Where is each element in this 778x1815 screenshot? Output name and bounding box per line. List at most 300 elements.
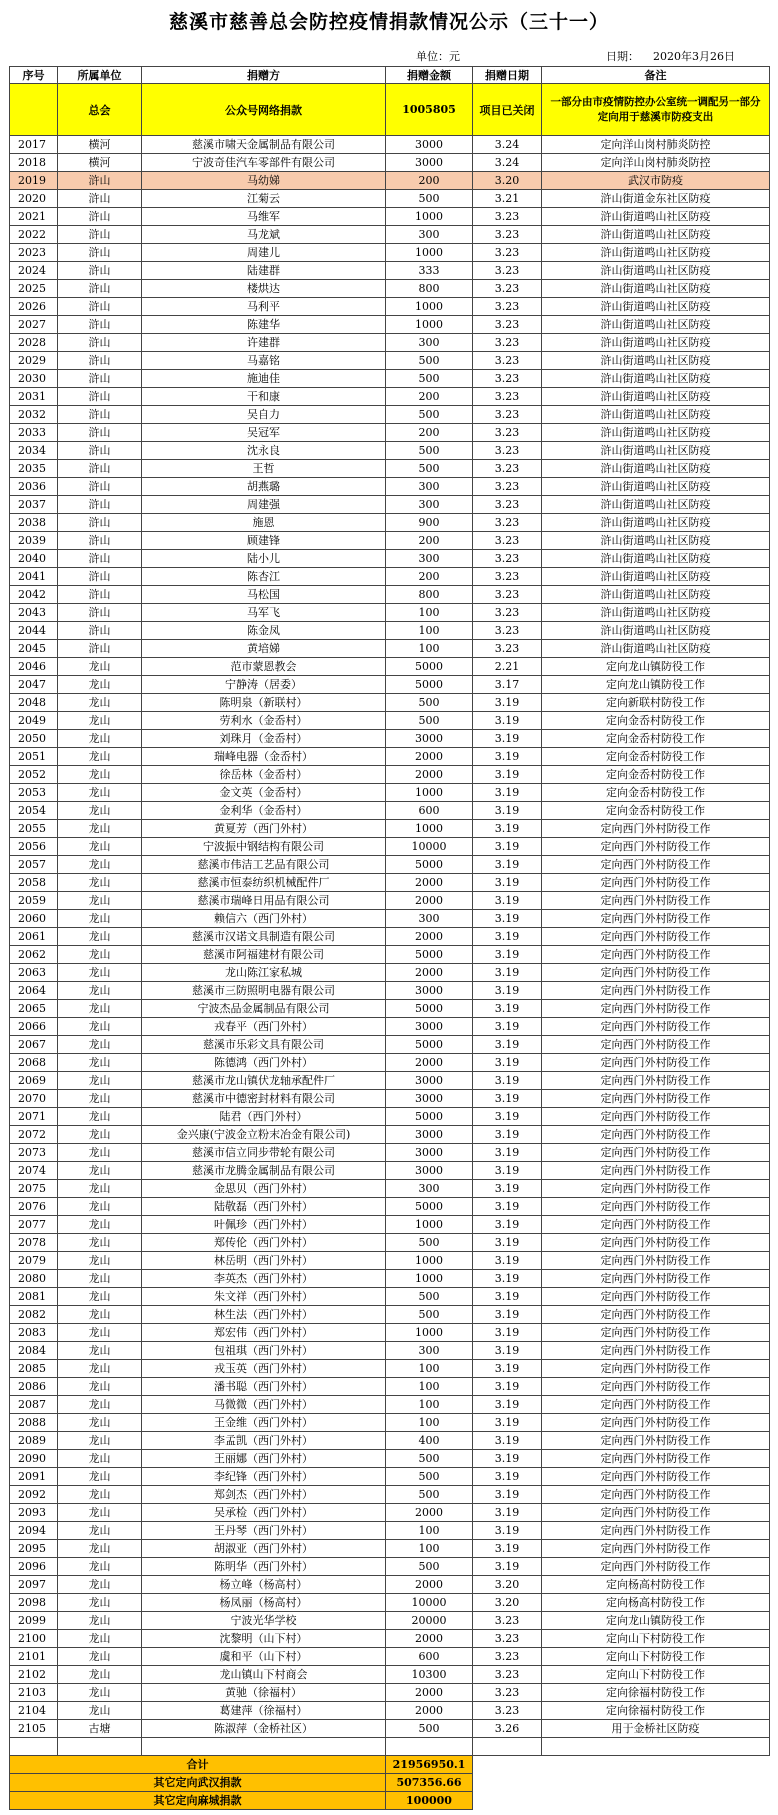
cell-date: 3.19 xyxy=(473,1288,542,1306)
cell-note: 浒山街道鸣山社区防疫 xyxy=(542,496,770,514)
cell-unit: 龙山 xyxy=(58,1504,142,1522)
cell-donor: 葛建萍（徐福村） xyxy=(142,1702,386,1720)
cell-unit: 龙山 xyxy=(58,1684,142,1702)
table-row xyxy=(10,1360,770,1378)
cell-amount: 200 xyxy=(386,424,473,442)
cell-unit: 浒山 xyxy=(58,226,142,244)
cell-note: 定向西门外村防役工作 xyxy=(542,1180,770,1198)
cell-note: 浒山街道鸣山社区防疫 xyxy=(542,280,770,298)
cell-index: 2018 xyxy=(10,154,58,172)
cell-date: 3.23 xyxy=(473,226,542,244)
cell-index: 2055 xyxy=(10,820,58,838)
cell-note: 定向西门外村防役工作 xyxy=(542,1540,770,1558)
table-row xyxy=(10,1090,770,1108)
cell-amount: 500 xyxy=(386,694,473,712)
table-row xyxy=(10,1378,770,1396)
pinned-date: 项目已关闭 xyxy=(473,84,542,136)
cell-date: 3.19 xyxy=(473,946,542,964)
cell-amount: 3000 xyxy=(386,1018,473,1036)
cell-amount: 600 xyxy=(386,1648,473,1666)
cell-index: 2034 xyxy=(10,442,58,460)
cell-amount: 100 xyxy=(386,1396,473,1414)
cell-amount: 5000 xyxy=(386,856,473,874)
table-row xyxy=(10,1162,770,1180)
cell-unit: 浒山 xyxy=(58,640,142,658)
cell-amount: 300 xyxy=(386,226,473,244)
table-row xyxy=(10,1018,770,1036)
cell-unit: 龙山 xyxy=(58,1540,142,1558)
cell-date: 3.23 xyxy=(473,1684,542,1702)
table-row xyxy=(10,1468,770,1486)
cell-amount: 2000 xyxy=(386,874,473,892)
cell-note: 定向西门外村防役工作 xyxy=(542,1522,770,1540)
summary-value: 100000 xyxy=(386,1792,473,1810)
cell-index: 2096 xyxy=(10,1558,58,1576)
pinned-donor: 公众号网络捐款 xyxy=(142,84,386,136)
cell-date: 3.19 xyxy=(473,1252,542,1270)
cell-index: 2072 xyxy=(10,1126,58,1144)
cell-amount: 1000 xyxy=(386,316,473,334)
cell-amount: 3000 xyxy=(386,982,473,1000)
cell-donor: 施恩 xyxy=(142,514,386,532)
cell-index: 2062 xyxy=(10,946,58,964)
cell-date: 3.19 xyxy=(473,1144,542,1162)
cell-unit: 浒山 xyxy=(58,406,142,424)
cell-amount: 900 xyxy=(386,514,473,532)
cell-unit: 浒山 xyxy=(58,622,142,640)
cell-amount: 1000 xyxy=(386,1252,473,1270)
cell-index: 2043 xyxy=(10,604,58,622)
cell-unit: 浒山 xyxy=(58,424,142,442)
table-row xyxy=(10,802,770,820)
cell-donor: 沈永良 xyxy=(142,442,386,460)
cell-amount: 300 xyxy=(386,910,473,928)
cell-amount: 10300 xyxy=(386,1666,473,1684)
cell-unit: 龙山 xyxy=(58,1234,142,1252)
cell-unit: 浒山 xyxy=(58,316,142,334)
cell-date: 3.19 xyxy=(473,1360,542,1378)
cell-index: 2070 xyxy=(10,1090,58,1108)
cell-date: 3.19 xyxy=(473,1324,542,1342)
cell-note: 定向山下村防役工作 xyxy=(542,1648,770,1666)
table-row xyxy=(10,1594,770,1612)
cell-note: 定向龙山镇防役工作 xyxy=(542,658,770,676)
cell-donor: 马幼娣 xyxy=(142,172,386,190)
cell-unit: 龙山 xyxy=(58,748,142,766)
cell-date: 3.19 xyxy=(473,1036,542,1054)
date-info xyxy=(606,48,735,64)
cell-amount: 500 xyxy=(386,460,473,478)
table-row xyxy=(10,406,770,424)
cell-unit: 浒山 xyxy=(58,460,142,478)
cell-donor: 马松国 xyxy=(142,586,386,604)
cell-index: 2094 xyxy=(10,1522,58,1540)
cell-date: 3.19 xyxy=(473,1072,542,1090)
cell-amount: 5000 xyxy=(386,658,473,676)
cell-index: 2044 xyxy=(10,622,58,640)
cell-donor: 施迪佳 xyxy=(142,370,386,388)
cell-note: 定向西门外村防役工作 xyxy=(542,1234,770,1252)
table-row xyxy=(10,1630,770,1648)
cell-date: 3.23 xyxy=(473,424,542,442)
cell-donor: 赖信六（西门外村） xyxy=(142,910,386,928)
cell-index: 2069 xyxy=(10,1072,58,1090)
cell-note: 浒山街道鸣山社区防疫 xyxy=(542,298,770,316)
cell-donor: 黄驰（徐福村） xyxy=(142,1684,386,1702)
cell-amount: 500 xyxy=(386,190,473,208)
table-row xyxy=(10,442,770,460)
cell-note: 浒山街道鸣山社区防疫 xyxy=(542,550,770,568)
cell-index: 2088 xyxy=(10,1414,58,1432)
cell-index: 2098 xyxy=(10,1594,58,1612)
table-row xyxy=(10,748,770,766)
cell-donor: 陆敬磊（西门外村） xyxy=(142,1198,386,1216)
table-row xyxy=(10,1486,770,1504)
cell-amount: 200 xyxy=(386,388,473,406)
cell-unit: 龙山 xyxy=(58,784,142,802)
report-date: 2020年3月26日 xyxy=(653,50,735,63)
cell-unit: 龙山 xyxy=(58,1648,142,1666)
cell-date: 3.19 xyxy=(473,1108,542,1126)
cell-donor: 慈溪市瑞峰日用品有限公司 xyxy=(142,892,386,910)
cell-note: 定向西门外村防役工作 xyxy=(542,1198,770,1216)
cell-unit: 浒山 xyxy=(58,442,142,460)
cell-donor: 王金维（西门外村） xyxy=(142,1414,386,1432)
cell-date: 3.19 xyxy=(473,694,542,712)
table-row xyxy=(10,1036,770,1054)
cell-note: 定向金岙村防役工作 xyxy=(542,802,770,820)
cell-date: 3.24 xyxy=(473,154,542,172)
cell-donor: 戎玉英（西门外村） xyxy=(142,1360,386,1378)
cell-index: 2060 xyxy=(10,910,58,928)
table-row xyxy=(10,1198,770,1216)
cell-index: 2066 xyxy=(10,1018,58,1036)
donation-table xyxy=(9,66,770,1810)
cell-donor: 陈明华（西门外村） xyxy=(142,1558,386,1576)
cell-index: 2040 xyxy=(10,550,58,568)
cell-date: 3.23 xyxy=(473,1630,542,1648)
cell-unit: 龙山 xyxy=(58,1630,142,1648)
cell-donor: 陆建群 xyxy=(142,262,386,280)
cell-amount: 100 xyxy=(386,640,473,658)
cell-unit: 龙山 xyxy=(58,1000,142,1018)
table-row xyxy=(10,1054,770,1072)
summary-empty xyxy=(473,1756,542,1774)
cell-amount: 5000 xyxy=(386,1036,473,1054)
cell-amount: 10000 xyxy=(386,1594,473,1612)
cell-date: 3.19 xyxy=(473,1054,542,1072)
table-row xyxy=(10,1252,770,1270)
cell-amount: 100 xyxy=(386,1360,473,1378)
cell-note: 浒山街道鸣山社区防疫 xyxy=(542,352,770,370)
table-row xyxy=(10,496,770,514)
cell-date: 3.23 xyxy=(473,478,542,496)
cell-note: 定向西门外村防役工作 xyxy=(542,1378,770,1396)
cell-index: 2039 xyxy=(10,532,58,550)
cell-note: 定向杨高村防役工作 xyxy=(542,1594,770,1612)
cell-note: 浒山街道鸣山社区防疫 xyxy=(542,622,770,640)
cell-index: 2104 xyxy=(10,1702,58,1720)
cell-donor: 沈黎明（山下村） xyxy=(142,1630,386,1648)
cell-note: 浒山街道鸣山社区防疫 xyxy=(542,388,770,406)
table-row xyxy=(10,1180,770,1198)
cell-amount: 5000 xyxy=(386,1000,473,1018)
table-row xyxy=(10,244,770,262)
cell-donor: 劳利水（金岙村） xyxy=(142,712,386,730)
cell-index: 2017 xyxy=(10,136,58,154)
cell-index: 2029 xyxy=(10,352,58,370)
cell-note: 定向西门外村防役工作 xyxy=(542,1090,770,1108)
table-row xyxy=(10,1702,770,1720)
cell-date: 3.19 xyxy=(473,820,542,838)
cell-donor: 黄夏芳（西门外村） xyxy=(142,820,386,838)
cell-unit: 龙山 xyxy=(58,766,142,784)
table-row xyxy=(10,478,770,496)
cell-index: 2021 xyxy=(10,208,58,226)
cell-date: 3.19 xyxy=(473,1306,542,1324)
cell-donor: 李孟凯（西门外村） xyxy=(142,1432,386,1450)
cell-amount: 2000 xyxy=(386,1630,473,1648)
cell-date: 2.21 xyxy=(473,658,542,676)
cell-amount: 300 xyxy=(386,496,473,514)
table-row xyxy=(10,928,770,946)
cell-date: 3.20 xyxy=(473,172,542,190)
cell-amount: 1000 xyxy=(386,1270,473,1288)
cell-amount: 2000 xyxy=(386,1054,473,1072)
summary-label: 其它定向武汉捐款 xyxy=(10,1774,386,1792)
cell-unit: 龙山 xyxy=(58,1432,142,1450)
cell-date: 3.19 xyxy=(473,1504,542,1522)
cell-unit: 龙山 xyxy=(58,1414,142,1432)
table-row xyxy=(10,730,770,748)
cell-date: 3.23 xyxy=(473,280,542,298)
cell-donor: 慈溪市啸天金属制品有限公司 xyxy=(142,136,386,154)
cell-index: 2077 xyxy=(10,1216,58,1234)
cell-donor: 李纪锋（西门外村） xyxy=(142,1468,386,1486)
cell-index: 2033 xyxy=(10,424,58,442)
cell-unit: 龙山 xyxy=(58,946,142,964)
summary-label: 合计 xyxy=(10,1756,386,1774)
table-row xyxy=(10,856,770,874)
cell-donor: 李英杰（西门外村） xyxy=(142,1270,386,1288)
cell-index: 2030 xyxy=(10,370,58,388)
cell-unit: 龙山 xyxy=(58,1486,142,1504)
cell-date: 3.23 xyxy=(473,262,542,280)
cell-note: 定向金岙村防役工作 xyxy=(542,766,770,784)
cell-date: 3.19 xyxy=(473,1342,542,1360)
cell-donor: 郑剑杰（西门外村） xyxy=(142,1486,386,1504)
cell-donor: 宁波光华学校 xyxy=(142,1612,386,1630)
cell-date: 3.24 xyxy=(473,136,542,154)
cell-donor: 刘珠月（金岙村） xyxy=(142,730,386,748)
cell-index: 2028 xyxy=(10,334,58,352)
cell-unit: 龙山 xyxy=(58,1054,142,1072)
cell-unit: 龙山 xyxy=(58,1252,142,1270)
cell-unit: 浒山 xyxy=(58,532,142,550)
cell-note: 浒山街道鸣山社区防疫 xyxy=(542,316,770,334)
cell-index: 2064 xyxy=(10,982,58,1000)
cell-donor: 金文英（金岙村） xyxy=(142,784,386,802)
cell-note: 定向新联村防役工作 xyxy=(542,694,770,712)
summary-row xyxy=(10,1774,770,1792)
cell-date: 3.23 xyxy=(473,442,542,460)
cell-date: 3.19 xyxy=(473,1198,542,1216)
cell-amount: 100 xyxy=(386,1378,473,1396)
cell-amount: 5000 xyxy=(386,676,473,694)
cell-date: 3.23 xyxy=(473,568,542,586)
cell-index: 2099 xyxy=(10,1612,58,1630)
cell-index: 2020 xyxy=(10,190,58,208)
cell-amount: 800 xyxy=(386,586,473,604)
cell-donor: 王丹琴（西门外村） xyxy=(142,1522,386,1540)
cell-amount: 500 xyxy=(386,1450,473,1468)
cell-unit: 横河 xyxy=(58,154,142,172)
cell-donor: 杨立峰（杨高村） xyxy=(142,1576,386,1594)
cell-index: 2081 xyxy=(10,1288,58,1306)
summary-empty xyxy=(473,1792,542,1810)
table-row xyxy=(10,1126,770,1144)
table-row xyxy=(10,550,770,568)
cell-unit: 浒山 xyxy=(58,298,142,316)
cell-amount: 3000 xyxy=(386,1072,473,1090)
cell-unit: 龙山 xyxy=(58,730,142,748)
summary-value: 21956950.1 xyxy=(386,1756,473,1774)
cell-note: 定向西门外村防役工作 xyxy=(542,1486,770,1504)
header-amount: 捐赠金额 xyxy=(386,67,473,84)
cell-note: 定向西门外村防役工作 xyxy=(542,1396,770,1414)
table-row xyxy=(10,298,770,316)
cell-unit: 浒山 xyxy=(58,550,142,568)
cell-date: 3.19 xyxy=(473,982,542,1000)
cell-date: 3.19 xyxy=(473,964,542,982)
cell-date: 3.19 xyxy=(473,1018,542,1036)
cell-note: 定向西门外村防役工作 xyxy=(542,982,770,1000)
table-row xyxy=(10,1558,770,1576)
cell-amount: 1000 xyxy=(386,208,473,226)
summary-empty xyxy=(542,1792,770,1810)
cell-note: 浒山街道鸣山社区防疫 xyxy=(542,532,770,550)
cell-donor: 包祖琪（西门外村） xyxy=(142,1342,386,1360)
cell-amount: 800 xyxy=(386,280,473,298)
cell-donor: 郑传伦（西门外村） xyxy=(142,1234,386,1252)
cell-amount: 3000 xyxy=(386,1144,473,1162)
table-row xyxy=(10,1288,770,1306)
cell-date: 3.23 xyxy=(473,1702,542,1720)
cell-donor: 胡燕璐 xyxy=(142,478,386,496)
cell-unit: 龙山 xyxy=(58,1126,142,1144)
cell-note: 浒山街道鸣山社区防疫 xyxy=(542,604,770,622)
table-row xyxy=(10,676,770,694)
cell-amount: 5000 xyxy=(386,1198,473,1216)
cell-amount: 300 xyxy=(386,478,473,496)
cell-note: 定向西门外村防役工作 xyxy=(542,1342,770,1360)
cell-note: 定向徐福村防役工作 xyxy=(542,1684,770,1702)
cell-index: 2092 xyxy=(10,1486,58,1504)
cell-index: 2048 xyxy=(10,694,58,712)
cell-donor: 陈德鸿（西门外村） xyxy=(142,1054,386,1072)
cell-donor: 龙山陈江家私城 xyxy=(142,964,386,982)
cell-date: 3.23 xyxy=(473,604,542,622)
cell-date: 3.23 xyxy=(473,298,542,316)
cell-unit: 浒山 xyxy=(58,388,142,406)
cell-date: 3.23 xyxy=(473,244,542,262)
cell-note: 定向西门外村防役工作 xyxy=(542,1126,770,1144)
header-unit: 所属单位 xyxy=(58,67,142,84)
cell-donor: 慈溪市伟洁工艺品有限公司 xyxy=(142,856,386,874)
cell-donor: 陈淑萍（金桥社区） xyxy=(142,1720,386,1738)
cell-donor: 吴自力 xyxy=(142,406,386,424)
cell-amount: 300 xyxy=(386,1342,473,1360)
cell-unit: 龙山 xyxy=(58,1378,142,1396)
unit-label: 单位：元 xyxy=(416,50,460,63)
cell-amount: 300 xyxy=(386,334,473,352)
summary-value: 507356.66 xyxy=(386,1774,473,1792)
cell-amount: 500 xyxy=(386,1558,473,1576)
cell-note: 定向西门外村防役工作 xyxy=(542,964,770,982)
cell-date: 3.19 xyxy=(473,1180,542,1198)
cell-unit: 浒山 xyxy=(58,514,142,532)
cell-unit: 龙山 xyxy=(58,1342,142,1360)
cell-note: 定向西门外村防役工作 xyxy=(542,1360,770,1378)
summary-empty xyxy=(542,1774,770,1792)
cell-index: 2100 xyxy=(10,1630,58,1648)
header-note: 备注 xyxy=(542,67,770,84)
cell-note: 定向西门外村防役工作 xyxy=(542,1558,770,1576)
cell-donor: 郑宏伟（西门外村） xyxy=(142,1324,386,1342)
cell-note: 定向西门外村防役工作 xyxy=(542,1072,770,1090)
cell-note: 浒山街道鸣山社区防疫 xyxy=(542,208,770,226)
cell-note: 定向西门外村防役工作 xyxy=(542,1306,770,1324)
cell-note: 浒山街道金东社区防疫 xyxy=(542,190,770,208)
cell-index: 2090 xyxy=(10,1450,58,1468)
summary-empty xyxy=(542,1756,770,1774)
cell-index: 2057 xyxy=(10,856,58,874)
cell-index: 2089 xyxy=(10,1432,58,1450)
table-row xyxy=(10,1414,770,1432)
cell-note: 浒山街道鸣山社区防疫 xyxy=(542,640,770,658)
cell-donor: 宁静涛（居委） xyxy=(142,676,386,694)
cell-donor: 马嘉铭 xyxy=(142,352,386,370)
cell-donor: 黄培娣 xyxy=(142,640,386,658)
cell-donor: 虞和平（山下村） xyxy=(142,1648,386,1666)
table-row xyxy=(10,586,770,604)
cell-note: 武汉市防疫 xyxy=(542,172,770,190)
cell-unit: 浒山 xyxy=(58,280,142,298)
table-row xyxy=(10,1540,770,1558)
table-header-row xyxy=(10,67,770,84)
table-row xyxy=(10,820,770,838)
cell-date: 3.19 xyxy=(473,784,542,802)
cell-donor: 戎春平（西门外村） xyxy=(142,1018,386,1036)
pinned-row xyxy=(10,84,770,136)
table-row xyxy=(10,154,770,172)
cell-amount: 500 xyxy=(386,406,473,424)
table-row xyxy=(10,532,770,550)
cell-amount: 1000 xyxy=(386,298,473,316)
blank-cell xyxy=(386,1738,473,1756)
cell-unit: 浒山 xyxy=(58,370,142,388)
cell-index: 2063 xyxy=(10,964,58,982)
blank-cell xyxy=(473,1738,542,1756)
cell-date: 3.23 xyxy=(473,496,542,514)
blank-cell xyxy=(142,1738,386,1756)
cell-note: 浒山街道鸣山社区防疫 xyxy=(542,586,770,604)
cell-amount: 500 xyxy=(386,1234,473,1252)
cell-unit: 龙山 xyxy=(58,1612,142,1630)
cell-index: 2073 xyxy=(10,1144,58,1162)
table-row xyxy=(10,1000,770,1018)
cell-donor: 干和康 xyxy=(142,388,386,406)
